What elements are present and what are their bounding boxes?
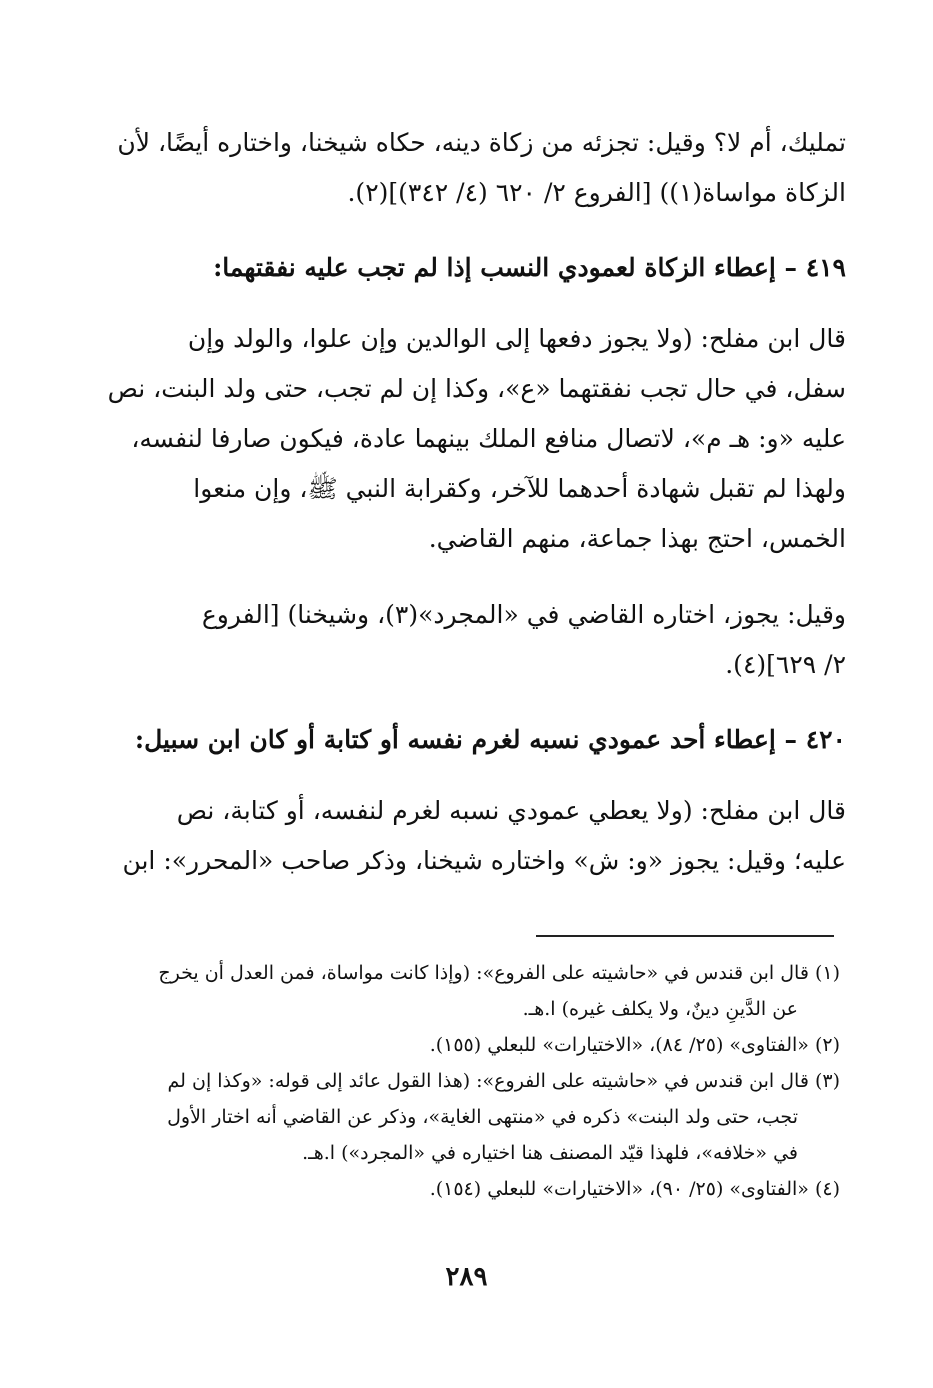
footnote-4: (٤) «الفتاوى» (٢٥/ ٩٠)، «الاختيارات» للبعلي (١٥٤). (429, 1178, 840, 1200)
text-line: ٢/ ٦٢٩](٤). (725, 650, 846, 679)
section-heading-419: ٤١٩ – إعطاء الزكاة لعمودي النسب إذا لم تجب عليه نفقتهما: (213, 253, 846, 282)
text-line: وقيل: يجوز، اختاره القاضي في «المجرد»(٣)، وشيخنا) [الفروع (201, 600, 846, 629)
footnote-separator (536, 935, 834, 937)
footnote-3-continued: في «خلافه»، فلهذا قيّد المصنف هنا اختياره في «المجرد») ا.هـ. (302, 1142, 798, 1164)
text-line: تمليك، أم لا؟ وقيل: تجزئه من زكاة دينه، حكاه شيخنا، واختاره أيضًا، لأن (117, 128, 846, 157)
text-line: سفل، في حال تجب نفقتهما «ع»، وكذا إن لم تجب، حتى ولد البنت، نص (107, 374, 846, 403)
text-line: الزكاة مواساة(١)) [الفروع ٢/ ٦٢٠ (٤/ ٣٤٢)](٢). (347, 178, 846, 207)
section-heading-420: ٤٢٠ – إعطاء أحد عمودي نسبه لغرم نفسه أو كتابة أو كان ابن سبيل: (134, 725, 846, 754)
footnote-3-continued: تجب، حتى ولد البنت» ذكره في «منتهى الغاية»، وذكر عن القاضي أنه اختار الأول (167, 1106, 798, 1128)
paragraph-419-main (100, 314, 846, 564)
text-line: ولهذا لم تقبل شهادة أحدهما للآخر، وكقرابة النبي ﷺ، وإن منعوا (193, 474, 846, 503)
footnote-1-continued: عن الدَّينِ دينٌ، ولا يكلف غيره) ا.هـ. (522, 998, 798, 1020)
text-line: عليه؛ وقيل: يجوز «و: ش» واختاره شيخنا، وذكر صاحب «المحرر»: ابن (122, 846, 846, 875)
page-number: ٢٨٩ (445, 1262, 488, 1292)
text-line: قال ابن مفلح: (ولا يجوز دفعها إلى الوالدين وإن علوا، والولد وإن (187, 324, 846, 353)
paragraph-420 (100, 786, 846, 886)
footnote-3: (٣) قال ابن قندس في «حاشيته على الفروع»: (هذا القول عائد إلى قوله: «وكذا إن لم (167, 1070, 840, 1092)
footnote-1: (١) قال ابن قندس في «حاشيته على الفروع»: (وإذا كانت مواساة، فمن العدل أن يخرج (158, 962, 840, 984)
text-line: الخمس، احتج بهذا جماعة، منهم القاضي. (428, 524, 846, 553)
text-line: قال ابن مفلح: (ولا يعطي عمودي نسبه لغرم لنفسه، أو كتابة، نص (176, 796, 846, 825)
footnote-2: (٢) «الفتاوى» (٢٥/ ٨٤)، «الاختيارات» للبعلي (١٥٥). (429, 1034, 840, 1056)
paragraph-419-alt-opinion (100, 590, 846, 690)
footnotes (96, 955, 840, 1207)
text-line: عليه «و: هـ م»، لاتصال منافع الملك بينهما عادة، فيكون صارفا لنفسه، (131, 424, 846, 453)
intro-paragraph (100, 118, 846, 218)
